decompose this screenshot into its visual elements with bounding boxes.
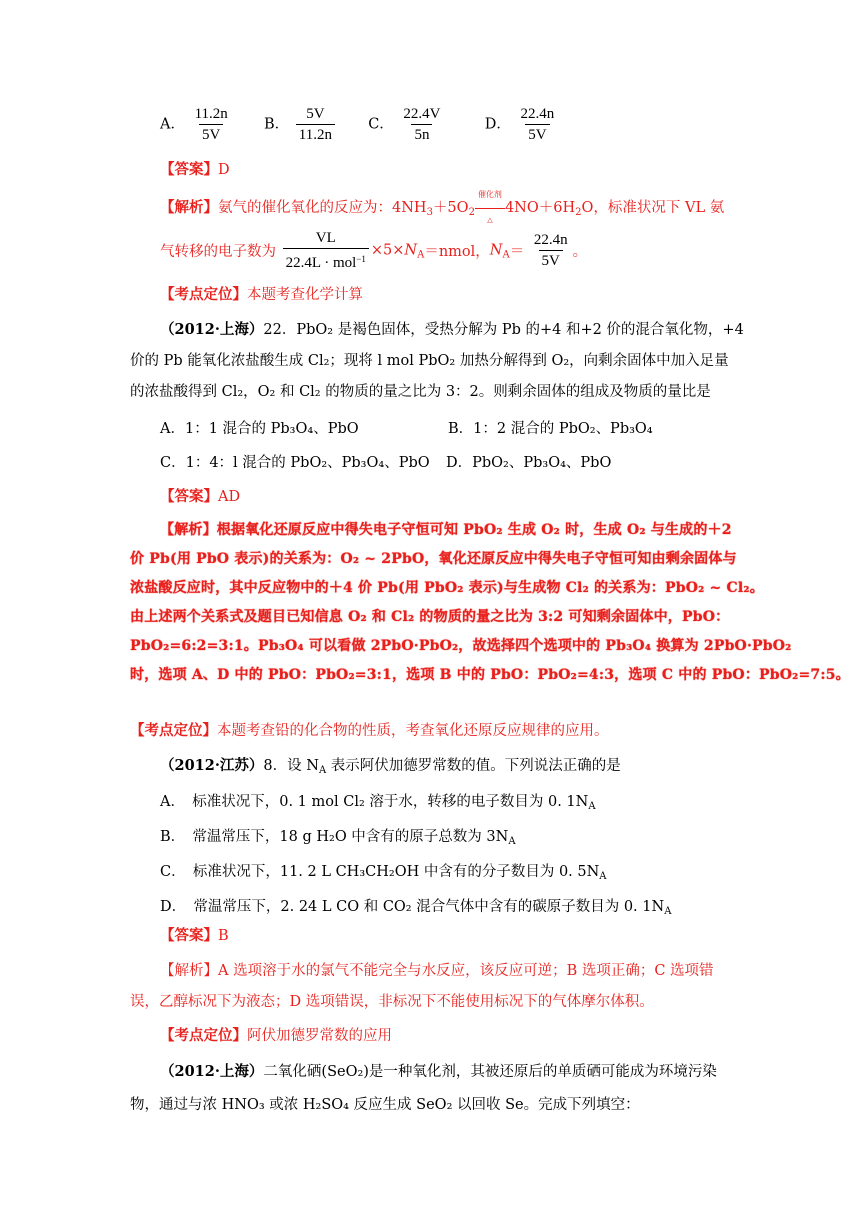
fraction-numerator: 22.4n [533, 232, 568, 248]
option-text: A． 标准状况下，0. 1 mol Cl₂ 溶于水，转移的电子数目为 0. 1N [160, 794, 589, 810]
question-text: 8．设 N [263, 758, 319, 774]
q22-line2 [130, 349, 729, 370]
option-b-denominator: 11.2n [296, 124, 335, 145]
analysis-line: PbO₂=6:2=3:1。Pb₃O₄ 可以看做 2PbO·PbO₂，故选择四个选项中的 Pb₃O₄ 换算为 2PbO·PbO₂ [130, 638, 792, 654]
subscript: A [664, 906, 672, 917]
option-d-letter: D． [484, 116, 511, 133]
option-b-numerator: 5V [306, 106, 325, 122]
locate-tag: 【考点定位】 [160, 286, 247, 303]
subscript: A [508, 836, 516, 847]
option-c-letter: C． [368, 116, 394, 133]
option-b-letter: B． [264, 116, 290, 133]
analysis-line: 时，选项 A、D 中的 PbO：PbO₂=3:1，选项 B 中的 PbO：PbO₂=4:3，选项 C 中的 PbO：PbO₂=7:5。 [130, 667, 850, 683]
q8-analysis-line1 [160, 959, 714, 980]
analysis-text: O，标准状况下 VL 氨 [581, 200, 725, 216]
question-source: （2012·江苏） [160, 757, 264, 774]
question-source: （2012·上海） [160, 321, 264, 338]
question-text: 物，通过与浓 HNO₃ 或浓 H₂SO₄ 反应生成 SeO₂ 以回收 Se。完成下列填空： [130, 1097, 640, 1113]
answer-value: B [218, 928, 229, 944]
q8-option-d [160, 895, 671, 917]
locate-text: 本题考查铅的化合物的性质，考查氧化还原反应规律的应用。 [217, 723, 609, 739]
analysis-text: ＋5O [432, 200, 469, 216]
option-a-fraction [192, 104, 231, 145]
question-text: 22．PbO₂ 是褐色固体，受热分解为 Pb 的+4 和+2 价的混合氧化物，+4 [263, 322, 744, 338]
analysis-text: ＝nmol， [424, 244, 490, 260]
locate-text: 本题考查化学计算 [247, 287, 363, 303]
answer-tag: 【答案】 [160, 927, 218, 944]
analysis-text: 。 [572, 244, 588, 260]
analysis-prev-line1 [160, 190, 725, 224]
na-symbol: N [404, 242, 418, 259]
option-c-denominator: 5n [411, 124, 432, 145]
option-d-fraction [517, 104, 557, 145]
q8-answer [160, 924, 229, 945]
fraction-denominator [283, 248, 369, 273]
answer-prev [160, 158, 230, 179]
subscript: 2 [468, 207, 475, 218]
analysis-line: 【解析】A 选项溶于水的氯气不能完全与水反应，该反应可逆；B 选项正确；C 选项错 [160, 963, 714, 979]
option-c-numerator: 22.4V [403, 106, 441, 122]
q8-option-a [160, 790, 596, 812]
option-text: B．1：2 混合的 PbO₂、Pb₃O₄ [448, 421, 653, 437]
na-symbol: N [489, 242, 503, 259]
subscript: 2 [575, 207, 582, 218]
se-question-line1 [160, 1060, 717, 1081]
options-row-prev [160, 104, 559, 145]
subscript: A [318, 765, 327, 776]
q22-answer [160, 485, 240, 506]
electron-fraction [283, 228, 369, 273]
locate-tag: 【考点定位】 [130, 722, 217, 739]
analysis-text: 4NO＋6H [504, 200, 576, 216]
catalyst-label: 催化剂 [477, 190, 502, 199]
question-text: 表示阿伏加德罗常数的值。下列说法正确的是 [326, 758, 621, 774]
q8-option-b [160, 825, 516, 847]
result-fraction [531, 230, 571, 271]
option-text: A．1：1 混合的 Pb₃O₄、PbO [160, 421, 359, 437]
analysis-text: 氨气的催化氧化的反应为：4NH [218, 200, 427, 216]
subscript: A [599, 871, 607, 882]
q22-option-c [160, 451, 430, 472]
answer-tag: 【答案】 [160, 488, 218, 505]
subscript: A [502, 249, 510, 261]
q22-locate [130, 719, 609, 740]
option-text: C． 标准状况下，11. 2 L CH₃CH₂OH 中含有的分子数目为 0. 5N [160, 864, 600, 880]
analysis-line: 误，乙醇标况下为液态；D 选项错误，非标况下不能使用标况下的气体摩尔体积。 [130, 994, 654, 1010]
fraction-numerator: VL [315, 230, 336, 246]
q22-option-a [160, 417, 359, 438]
catalyst-arrow [475, 190, 505, 224]
q22-line1 [160, 318, 744, 339]
locate-tag: 【考点定位】 [160, 1027, 247, 1044]
q22-analysis [130, 516, 850, 690]
option-a-numerator: 11.2n [194, 106, 228, 122]
analysis-tag: 【解析】 [160, 199, 218, 216]
option-text: C．1：4：l 混合的 PbO₂、Pb₃O₄、PbO [160, 455, 430, 471]
heat-symbol: △ [487, 216, 493, 224]
option-b-fraction [296, 104, 335, 145]
locate-text: 阿伏加德罗常数的应用 [247, 1028, 392, 1044]
option-a-denominator: 5V [199, 124, 223, 145]
question-text: 二氧化硒(SeO₂)是一种氧化剂，其被还原后的单质硒可能成为环境污染 [263, 1064, 717, 1080]
analysis-line: 由上述两个关系式及题目已知信息 O₂ 和 Cl₂ 的物质的量之比为 3:2 可知剩余固体中，PbO： [130, 609, 730, 625]
option-d-numerator: 22.4n [520, 106, 555, 122]
q22-option-b [448, 417, 653, 438]
option-c-fraction [400, 104, 443, 145]
q8-stem [160, 754, 621, 776]
subscript: 3 [426, 207, 433, 218]
analysis-line: 【解析】根据氧化还原反应中得失电子守恒可知 PbO₂ 生成 O₂ 时，生成 O₂ 与生成的＋2 [160, 522, 732, 538]
subscript: A [417, 249, 425, 261]
superscript: −1 [356, 254, 366, 264]
answer-tag: 【答案】 [160, 161, 218, 178]
analysis-text: ×5× [370, 242, 405, 259]
analysis-text: 气转移的电子数为 [160, 244, 276, 260]
question-text: 的浓盐酸得到 Cl₂，O₂ 和 Cl₂ 的物质的量之比为 3：2。则剩余固体的组成及物质的量比是 [130, 384, 711, 400]
analysis-line: 价 Pb(用 PbO 表示)的关系为：O₂ ~ 2PbO，氧化还原反应中得失电子守恒可知由剩余固体与 [130, 551, 737, 567]
answer-value: AD [218, 489, 241, 505]
q8-locate [160, 1024, 392, 1045]
answer-value: D [218, 162, 230, 178]
option-text: D．PbO₂、Pb₃O₄、PbO [446, 455, 612, 471]
fraction-denominator-text: 22.4L · mol [285, 255, 357, 271]
option-text: B． 常温常压下，18 g H₂O 中含有的原子总数为 3N [160, 829, 509, 845]
fraction-denominator: 5V [539, 250, 563, 271]
question-source: （2012·上海） [160, 1063, 264, 1080]
option-d-denominator: 5V [525, 124, 549, 145]
analysis-line: 浓盐酸反应时，其中反应物中的＋4 价 Pb(用 PbO₂ 表示)与生成物 Cl₂ 的关系为：PbO₂ ~ Cl₂。 [130, 580, 764, 596]
q22-line3 [130, 380, 711, 401]
locate-prev [160, 283, 363, 304]
q22-option-d [446, 451, 611, 472]
q8-option-c [160, 860, 607, 882]
question-text: 价的 Pb 能氧化浓盐酸生成 Cl₂；现将 l mol PbO₂ 加热分解得到 O₂，向剩余固体中加入足量 [130, 353, 729, 369]
q8-analysis-line2 [130, 990, 654, 1011]
reaction-line [475, 208, 505, 209]
subscript: A [588, 801, 596, 812]
se-question-line2 [130, 1093, 640, 1114]
option-text: D． 常温常压下，2. 24 L CO 和 CO₂ 混合气体中含有的碳原子数目为 0. 1N [160, 899, 665, 915]
analysis-text: ＝ [509, 244, 525, 260]
option-a-letter: A． [160, 116, 185, 133]
analysis-prev-line2 [160, 228, 587, 273]
